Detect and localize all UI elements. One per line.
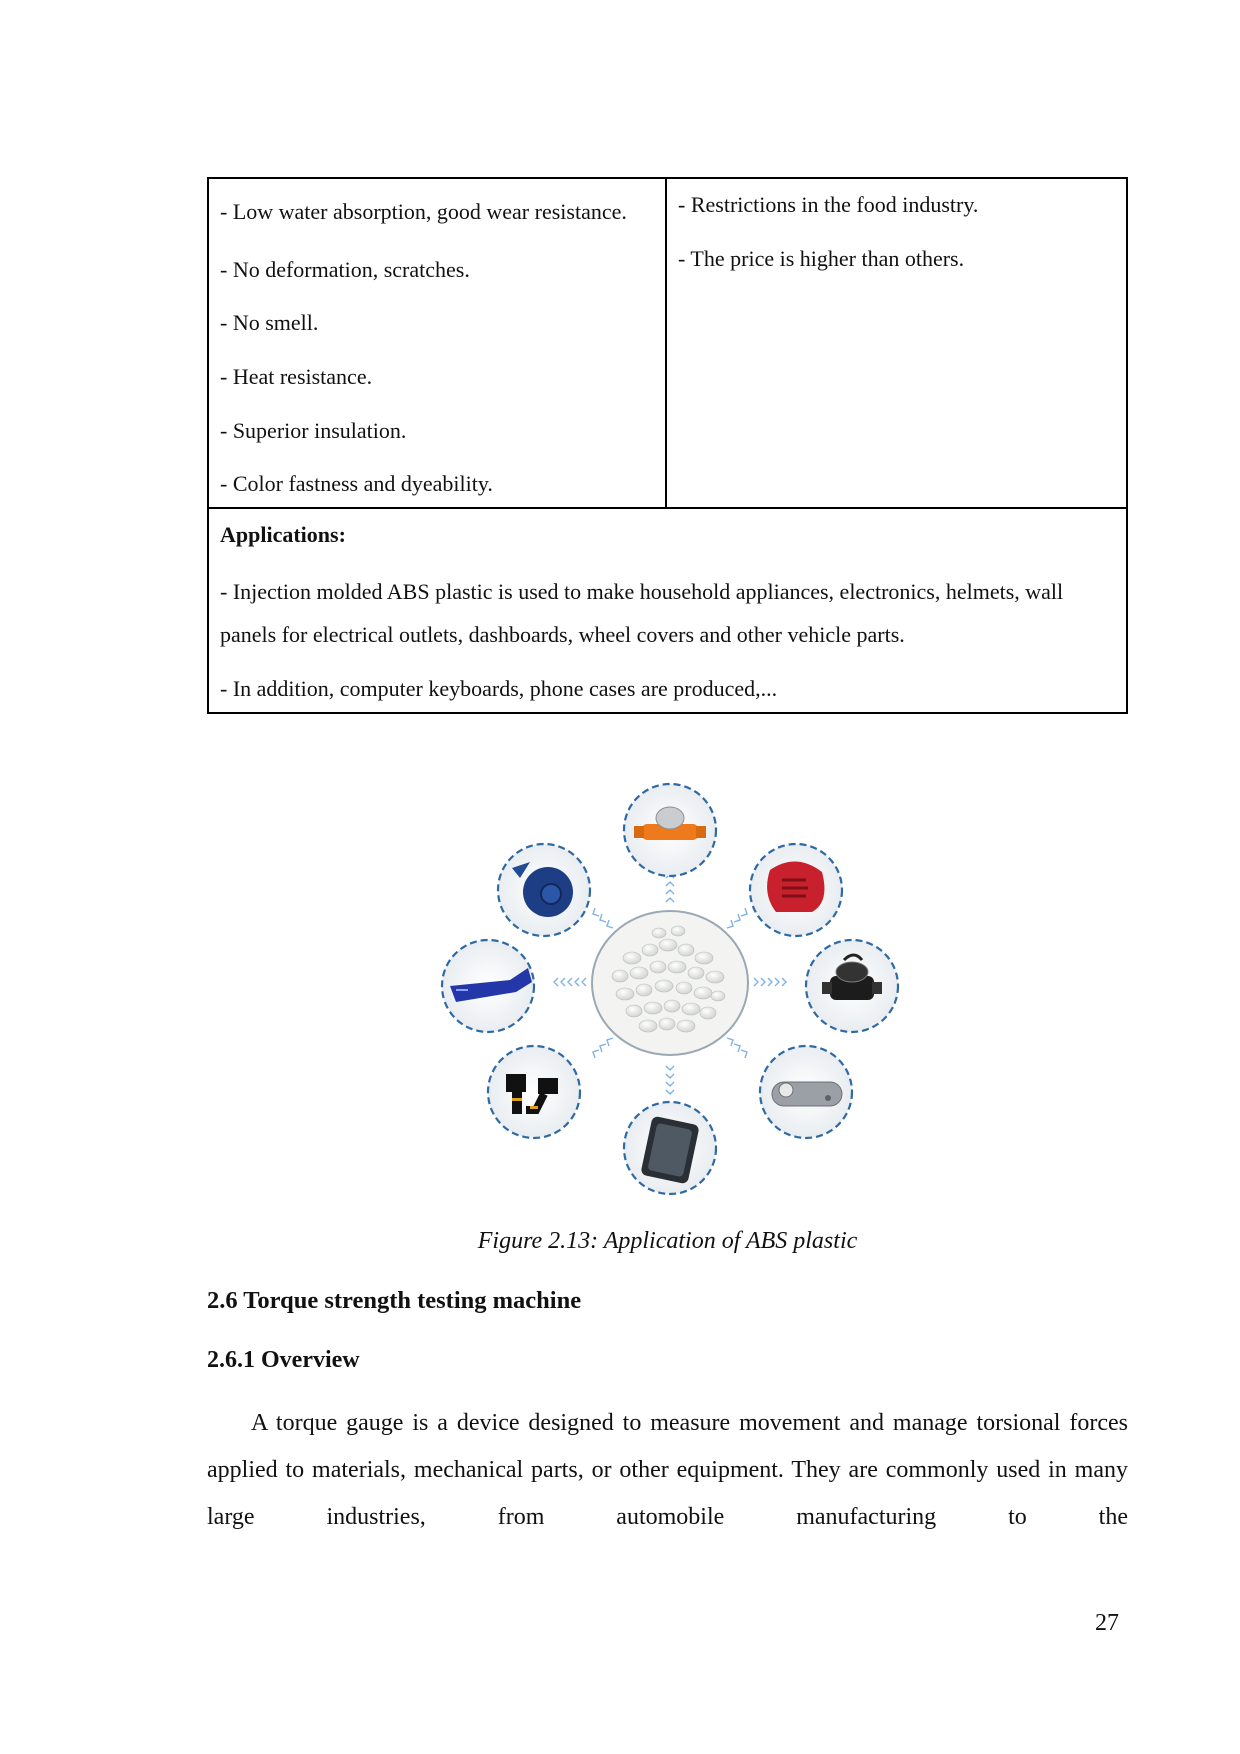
advantage-item: - Color fastness and dyeability. [220,471,493,497]
advantage-item: - Superior insulation. [220,417,407,443]
advantages-disadvantages-row [208,178,1127,508]
advantage-item: - Low water absorption, good wear resistance. [220,199,627,224]
abs-applications-figure [420,780,920,1200]
body-paragraph: A torque gauge is a device designed to measure movement and manage torsional forces applied to materials, mechanical parts, or other equipment. They are commonly used in many large industries, from automobile manufacturing to the [207,1410,1128,1530]
applications-row [208,508,1127,713]
advantage-item: - No deformation, scratches. [220,256,470,282]
disadvantage-item: - The price is higher than others. [678,245,965,271]
disadvantage-item: - Restrictions in the food industry. [678,192,979,217]
applications-cell [208,508,1127,713]
abs-applications-illustration [420,780,920,1200]
section-heading: 2.6 Torque strength testing machine [207,1287,582,1314]
page-number: 27 [1095,1610,1119,1636]
advantage-item: - Heat resistance. [220,364,373,390]
connectors-circle [488,1046,580,1138]
subsection-heading: 2.6.1 Overview [207,1347,360,1373]
advantages-cell [208,178,666,508]
abs-pellets-center [592,911,748,1055]
metal-plate-icon [772,1082,842,1106]
abs-properties-table [207,177,1128,714]
figure-caption: Figure 2.13: Application of ABS plastic [477,1228,858,1254]
application-item: - In addition, computer keyboards, phone cases are produced,... [220,676,778,702]
application-item: - Injection molded ABS plastic is used to make household appliances, electronics, helmets, wall panels for electrical outlets, dashboards, wheel covers and other vehicle parts. [220,579,1064,648]
applications-heading: Applications: [220,521,346,547]
advantage-item: - No smell. [220,310,319,336]
disadvantages-cell [666,178,1127,508]
red-engine-cover-icon [767,861,824,912]
